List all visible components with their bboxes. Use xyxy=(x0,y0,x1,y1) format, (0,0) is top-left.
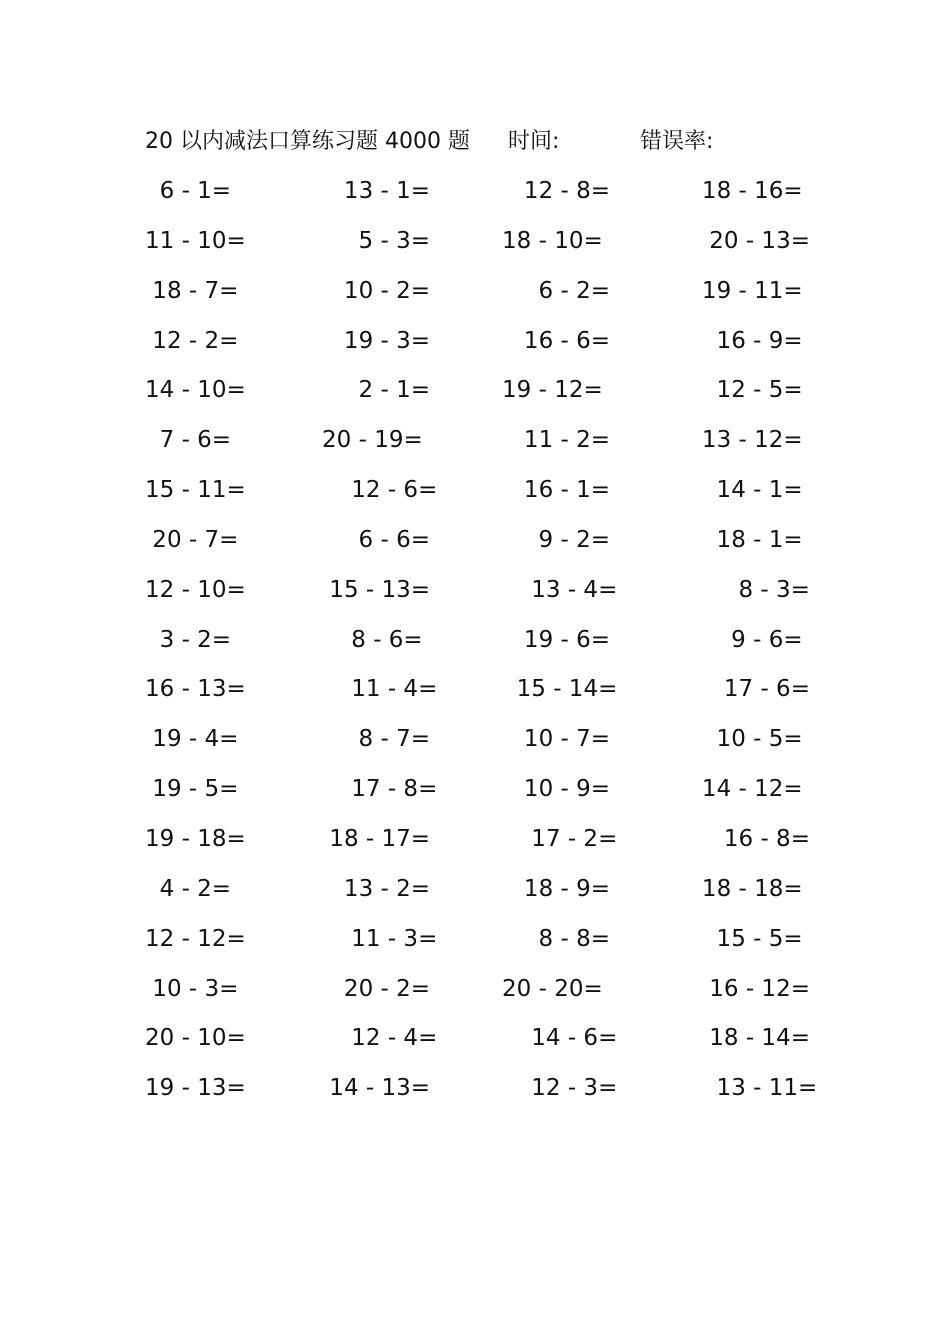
subtraction-problem: 18 - 16= xyxy=(680,178,803,204)
problem-row xyxy=(0,322,950,372)
subtraction-problem: 18 - 10= xyxy=(502,227,603,254)
problem-grid xyxy=(0,172,950,1119)
subtraction-problem: 10 - 7= xyxy=(502,726,611,753)
subtraction-problem: 10 - 3= xyxy=(145,975,239,1002)
subtraction-problem: 20 - 2= xyxy=(322,975,431,1002)
problem-row xyxy=(0,471,950,521)
subtraction-problem: 17 - 6= xyxy=(680,676,810,703)
subtraction-problem: 19 - 6= xyxy=(502,626,611,653)
subtraction-problem: 19 - 3= xyxy=(322,327,431,354)
problem-row xyxy=(0,371,950,421)
subtraction-problem: 18 - 9= xyxy=(502,875,611,902)
subtraction-problem: 11 - 10= xyxy=(145,227,246,254)
subtraction-problem: 11 - 4= xyxy=(322,676,438,703)
subtraction-problem: 20 - 10= xyxy=(145,1025,246,1052)
problem-row xyxy=(0,621,950,671)
subtraction-problem: 12 - 10= xyxy=(145,576,246,603)
worksheet-header xyxy=(0,124,950,160)
subtraction-problem: 16 - 12= xyxy=(680,975,810,1002)
problem-row xyxy=(0,920,950,970)
error-rate-label: 错误率: xyxy=(640,129,714,154)
subtraction-problem: 19 - 13= xyxy=(145,1075,246,1102)
subtraction-problem: 12 - 6= xyxy=(322,477,438,504)
subtraction-problem: 19 - 11= xyxy=(680,277,803,304)
problem-row xyxy=(0,820,950,870)
subtraction-problem: 16 - 13= xyxy=(145,676,246,703)
subtraction-problem: 14 - 12= xyxy=(680,776,803,803)
subtraction-problem: 20 - 7= xyxy=(145,526,239,553)
subtraction-problem: 12 - 4= xyxy=(322,1025,438,1052)
subtraction-problem: 2 - 1= xyxy=(322,377,431,404)
subtraction-problem: 15 - 14= xyxy=(502,676,618,703)
subtraction-problem: 6 - 1= xyxy=(145,178,232,204)
subtraction-problem: 16 - 9= xyxy=(680,327,803,354)
subtraction-problem: 9 - 6= xyxy=(680,626,803,653)
subtraction-problem: 6 - 2= xyxy=(502,277,611,304)
problem-row xyxy=(0,272,950,322)
problem-row xyxy=(0,222,950,272)
subtraction-problem: 14 - 13= xyxy=(322,1075,431,1102)
subtraction-problem: 12 - 3= xyxy=(502,1075,618,1102)
subtraction-problem: 15 - 5= xyxy=(680,925,803,952)
subtraction-problem: 13 - 1= xyxy=(322,178,431,204)
subtraction-problem: 8 - 7= xyxy=(322,726,431,753)
subtraction-problem: 13 - 4= xyxy=(502,576,618,603)
subtraction-problem: 18 - 18= xyxy=(680,875,803,902)
subtraction-problem: 19 - 12= xyxy=(502,377,603,404)
subtraction-problem: 19 - 18= xyxy=(145,825,246,852)
worksheet-title: 20 以内减法口算练习题 4000 题 xyxy=(145,129,470,154)
subtraction-problem: 7 - 6= xyxy=(145,427,232,454)
problem-row xyxy=(0,521,950,571)
problem-row xyxy=(0,720,950,770)
subtraction-problem: 11 - 3= xyxy=(322,925,438,952)
subtraction-problem: 15 - 11= xyxy=(145,477,246,504)
subtraction-problem: 20 - 19= xyxy=(322,427,423,454)
time-label: 时间: xyxy=(508,129,560,154)
subtraction-problem: 9 - 2= xyxy=(502,526,611,553)
subtraction-problem: 3 - 2= xyxy=(145,626,232,653)
subtraction-problem: 15 - 13= xyxy=(322,576,431,603)
subtraction-problem: 12 - 12= xyxy=(145,925,246,952)
subtraction-problem: 17 - 8= xyxy=(322,776,438,803)
subtraction-problem: 8 - 3= xyxy=(680,576,810,603)
subtraction-problem: 13 - 12= xyxy=(680,427,803,454)
subtraction-problem: 13 - 2= xyxy=(322,875,431,902)
subtraction-problem: 16 - 1= xyxy=(502,477,611,504)
subtraction-problem: 14 - 1= xyxy=(680,477,803,504)
subtraction-problem: 17 - 2= xyxy=(502,825,618,852)
subtraction-problem: 8 - 8= xyxy=(502,925,611,952)
subtraction-problem: 14 - 10= xyxy=(145,377,246,404)
subtraction-problem: 18 - 17= xyxy=(322,825,431,852)
subtraction-problem: 18 - 1= xyxy=(680,526,803,553)
problem-row xyxy=(0,770,950,820)
subtraction-problem: 4 - 2= xyxy=(145,875,232,902)
subtraction-problem: 12 - 8= xyxy=(502,178,611,204)
subtraction-problem: 19 - 5= xyxy=(145,776,239,803)
subtraction-problem: 13 - 11= xyxy=(680,1075,818,1102)
subtraction-problem: 8 - 6= xyxy=(322,626,423,653)
subtraction-problem: 10 - 9= xyxy=(502,776,611,803)
problem-row xyxy=(0,172,950,222)
subtraction-problem: 16 - 6= xyxy=(502,327,611,354)
problem-row xyxy=(0,670,950,720)
subtraction-problem: 10 - 2= xyxy=(322,277,431,304)
problem-row xyxy=(0,421,950,471)
subtraction-problem: 12 - 5= xyxy=(680,377,803,404)
subtraction-problem: 20 - 20= xyxy=(502,975,603,1002)
subtraction-problem: 11 - 2= xyxy=(502,427,611,454)
problem-row xyxy=(0,1069,950,1119)
problem-row xyxy=(0,571,950,621)
subtraction-problem: 10 - 5= xyxy=(680,726,803,753)
subtraction-problem: 5 - 3= xyxy=(322,227,431,254)
problem-row xyxy=(0,1019,950,1069)
subtraction-problem: 6 - 6= xyxy=(322,526,431,553)
subtraction-problem: 12 - 2= xyxy=(145,327,239,354)
subtraction-problem: 20 - 13= xyxy=(680,227,810,254)
subtraction-problem: 16 - 8= xyxy=(680,825,810,852)
problem-row xyxy=(0,870,950,920)
problem-row xyxy=(0,970,950,1020)
subtraction-problem: 18 - 7= xyxy=(145,277,239,304)
subtraction-problem: 14 - 6= xyxy=(502,1025,618,1052)
subtraction-problem: 19 - 4= xyxy=(145,726,239,753)
subtraction-problem: 18 - 14= xyxy=(680,1025,810,1052)
